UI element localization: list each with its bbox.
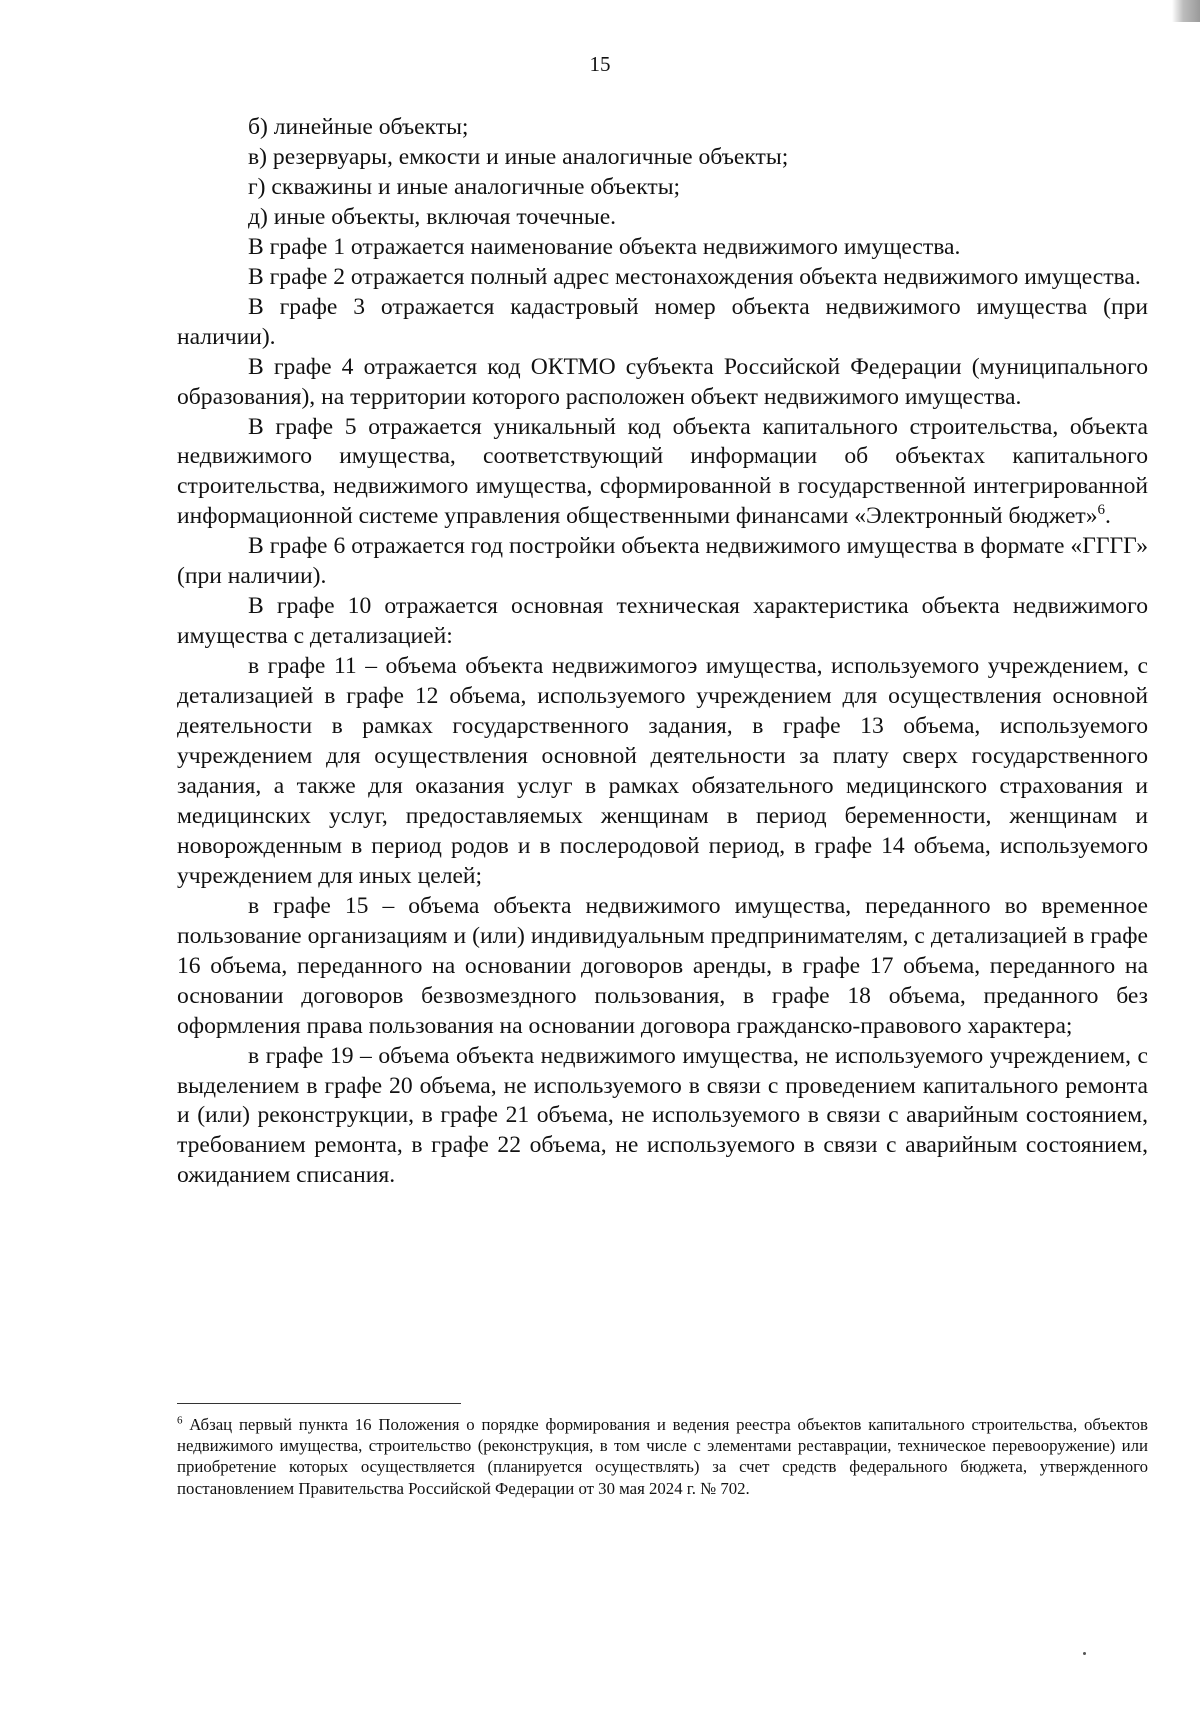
paragraph: В графе 1 отражается наименование объекта недвижимого имущества.: [248, 233, 961, 260]
paragraph: в графе 11 – объема объекта недвижимогоэ имущества, используемого учреждением, с детализацией в графе 12 объема, используемого учреждением для осуществления основной деятельности в рамках государственного задания, в графе 13 объема, используемого учреждением для осуществления основной деятельности за плату сверх государственного задания, а также для оказания услуг в рамках обязательного медицинского страхования и медицинских услуг, предоставляемых женщинам в период беременности, женщинам и новорожденным в период родов и в послеродовой период, в графе 14 объема, используемого учреждением для иных целей;: [177, 653, 1148, 889]
paragraph: г) скважины и иные аналогичные объекты;: [248, 173, 681, 200]
footnote-marker: 6: [177, 1414, 183, 1427]
paragraph: В графе 3 отражается кадастровый номер объекта недвижимого имущества (при наличии).: [177, 293, 1148, 350]
scan-edge-artifact: [1172, 0, 1200, 22]
paragraph: д) иные объекты, включая точечные.: [248, 203, 617, 230]
scan-dot-artifact: [1083, 1652, 1086, 1655]
footnote-separator: [177, 1403, 461, 1404]
footnote-reference[interactable]: 6: [1097, 502, 1106, 519]
paragraph: в графе 19 – объема объекта недвижимого имущества, не используемого учреждением, с выделением в графе 20 объема, не используемого в связи с проведением капитального ремонта и (или) реконструкции, в графе 21 объема, не используемого в связи с аварийным состоянием, требованием ремонта, в графе 22 объема, не используемого в связи с аварийным состоянием, ожиданием списания.: [177, 1042, 1148, 1189]
paragraph-text: В графе 5 отражается уникальный код объекта капитального строительства, объекта недвижимого имущества, соответствующий информации об объектах капитального строительства, недвижимого имущества, сформированной в государственной интегрированной информационной системе управления общественными финансами «Электронный бюджет»: [177, 413, 1148, 530]
paragraph: б) линейные объекты;: [248, 114, 469, 140]
footnote: [177, 1414, 1148, 1499]
paragraph: в) резервуары, емкости и иные аналогичные объекты;: [248, 143, 789, 170]
page-number: 15: [589, 52, 611, 76]
paragraph: В графе 4 отражается код ОКТМО субъекта Российской Федерации (муниципального образования), на территории которого расположен объект недвижимого имущества.: [177, 353, 1148, 410]
paragraph: В графе 10 отражается основная техническая характеристика объекта недвижимого имущества с детализацией:: [177, 593, 1148, 650]
paragraph: в графе 15 – объема объекта недвижимого имущества, переданного во временное пользование организациям и (или) индивидуальным предпринимателям, с детализацией в графе 16 объема, переданного на основании договоров аренды, в графе 17 объема, переданного на основании договоров безвозмездного пользования, в графе 18 объема, преданного без оформления права пользования на основании договора гражданско-правового характера;: [177, 892, 1148, 1039]
paragraph-tail: .: [1105, 503, 1111, 530]
footnote-text: Абзац первый пункта 16 Положения о порядке формирования и ведения реестра объектов капитального строительства, объектов недвижимого имущества, строительство (реконструкция, в том числе с элементами реставрации, техническое перевооружение) или приобретение которых осуществляется (планируется осуществлять) за счет средств федерального бюджета, утвержденного постановлением Правительства Российской Федерации от 30 мая 2024 г. № 702.: [177, 1415, 1148, 1498]
paragraph: В графе 6 отражается год постройки объекта недвижимого имущества в формате «ГГГГ» (при наличии).: [177, 533, 1148, 590]
document-body: [177, 113, 1148, 1191]
paragraph: В графе 2 отражается полный адрес местонахождения объекта недвижимого имущества.: [248, 263, 1141, 290]
paragraph-with-footnote: [177, 413, 1148, 533]
